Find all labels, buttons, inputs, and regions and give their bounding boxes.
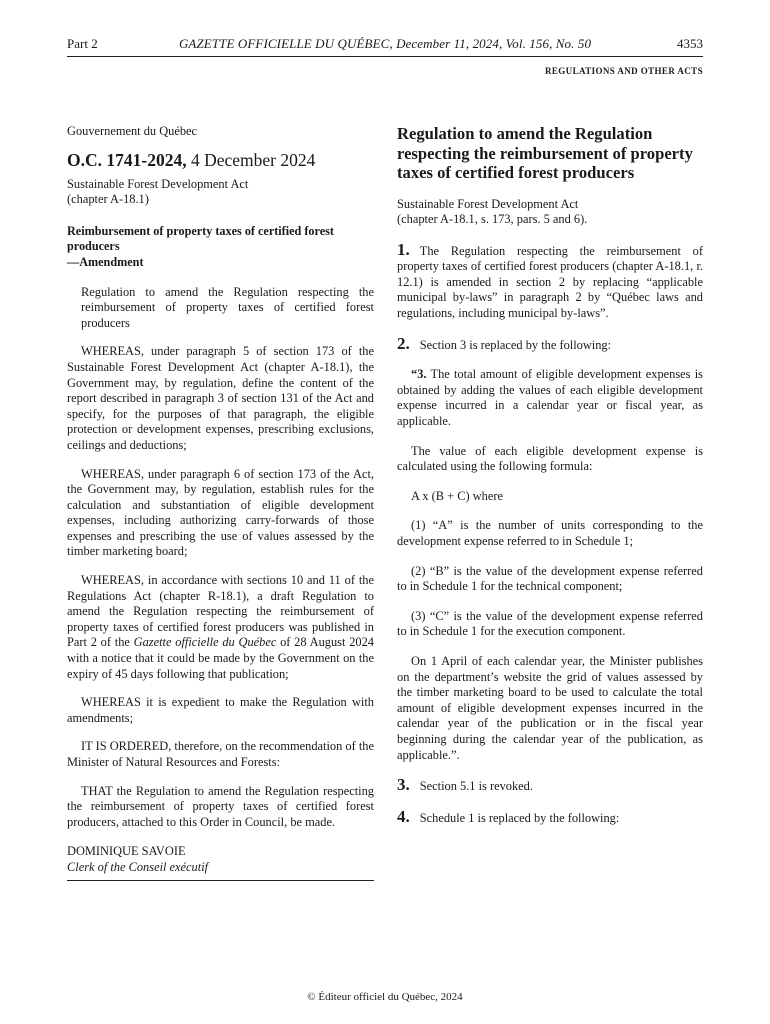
signer-title: Clerk of the Conseil exécutif — [67, 859, 209, 874]
whereas-paragraph-1: WHEREAS, under paragraph 5 of section 173 of the Sustainable Forest Development Act (chapter A-18.1), the Government may, by regulation, define the content of the report described in paragraph 3 of section 131 of the Act and specify, for the purposes of that paragraph, the eligible protection or development expenses, prescribing exclusions, ceilings and deductions; — [67, 344, 374, 452]
oc-date: 4 December 2024 — [186, 149, 316, 170]
section-2-text: Section 3 is replaced by the following: — [419, 337, 612, 352]
regulation-heading: Regulation to amend the Regulation respecting the reimbursement of property taxes of certified forest producers — [397, 124, 693, 182]
gazette-title: GAZETTE OFFICIELLE DU QUÉBEC, December 11, 2024, Vol. 156, No. 50 — [178, 36, 592, 51]
oc-number: O.C. 1741-2024, — [67, 149, 187, 170]
section-label: REGULATIONS AND OTHER ACTS — [544, 66, 703, 76]
value-paragraph: The value of each eligible development expense is calculated using the following formula: — [397, 443, 703, 474]
section-4 — [397, 806, 703, 827]
formula-item-c: (3) “C” is the value of the development expense referred to in Schedule 1 for the execution component. — [397, 608, 703, 639]
act-name: Sustainable Forest Development Act — [67, 176, 249, 191]
publication-paragraph: On 1 April of each calendar year, the Minister publishes on the department’s website the grid of values assessed by the timber marketing board to be used to calculate the total amount of eligible development expenses incurred in the calendar year of the publication or in the fiscal year beginning during the calendar year of the publication, as applicable.”. — [397, 653, 703, 762]
replacement-section-number: “3. — [411, 367, 427, 382]
whereas-3-text-a: WHEREAS, in accordance with sections 10 and 11 of the Regulations Act (chapter R-18.1), a draft Regulation to amend the Regulation respecting the reimbursement of property taxes of certified forest producers was published in Part 2 of the — [67, 573, 374, 650]
replacement-section-text: The total amount of eligible development expenses is obtained by adding the values of each eligible development expense incurred in a calendar year or fiscal year, as applicable. — [397, 367, 703, 429]
enabling-act-reference: (chapter A-18.1, s. 173, pars. 5 and 6). — [397, 212, 588, 227]
replacement-section-3 — [397, 367, 703, 429]
section-4-text: Schedule 1 is replaced by the following: — [419, 810, 620, 825]
subject-line: Reimbursement of property taxes of certified forest producers — [67, 223, 334, 254]
right-column — [397, 124, 703, 826]
formula: A x (B + C) where — [411, 488, 503, 503]
whereas-paragraph-3 — [67, 573, 374, 682]
section-1-text: The Regulation respecting the reimbursement of property taxes of certified forest producers (chapter A-18.1, r. 12.1) is amended in section 2 by replacing “applicable municipal by-laws” in paragraph 2 by “Québec laws and regulations, including municipal by-laws”. — [397, 243, 703, 321]
section-1-number: 1. — [397, 239, 410, 259]
page-number: 4353 — [677, 36, 703, 51]
formula-item-b: (2) “B” is the value of the development expense referred to in Schedule 1 for the technical component; — [397, 563, 703, 594]
whereas-3-text-b: of 28 August 2024 with a notice that it could be made by the Government on the expiry of 45 days following that publication; — [67, 635, 374, 681]
that-paragraph: THAT the Regulation to amend the Regulation respecting the reimbursement of property taxes of certified forest producers, attached to this Order in Council, be made. — [67, 783, 374, 829]
subject-heading — [67, 224, 374, 271]
ordered-paragraph: IT IS ORDERED, therefore, on the recommendation of the Minister of Natural Resources and Forests: — [67, 739, 374, 769]
section-3-text: Section 5.1 is revoked. — [419, 779, 533, 794]
left-column — [67, 124, 374, 881]
whereas-paragraph-2: WHEREAS, under paragraph 6 of section 173 of the Act, the Government may, by regulation, establish rules for the calculation and substantiation of eligible development expenses, including authorizing carry-forwards of those expenses and prescribing the use of values assessed by the timber marketing board; — [67, 466, 374, 559]
page-footer: © Éditeur officiel du Québec, 2024 — [307, 991, 463, 1003]
part-label: Part 2 — [67, 36, 98, 51]
section-3 — [397, 777, 703, 795]
section-2 — [397, 333, 703, 354]
gazette-name: Gazette officielle du Québec — [133, 635, 277, 650]
section-3-number: 3. — [397, 775, 410, 795]
signature-divider — [67, 880, 374, 881]
header-divider — [67, 56, 703, 57]
signer-name: DOMINIQUE SAVOIE — [67, 844, 186, 859]
section-4-number: 4. — [397, 806, 410, 826]
government-name: Gouvernement du Québec — [67, 124, 198, 138]
order-in-council-heading — [67, 150, 374, 171]
regulation-title: Regulation to amend the Regulation respecting the reimbursement of property taxes of certified forest producers — [81, 284, 374, 330]
formula-item-a: (1) “A” is the number of units corresponding to the development expense referred to in Schedule 1; — [397, 518, 703, 548]
subject-amendment: —Amendment — [67, 254, 144, 269]
enabling-act-name: Sustainable Forest Development Act — [397, 196, 579, 211]
whereas-paragraph-4: WHEREAS it is expedient to make the Regulation with amendments; — [67, 695, 374, 725]
act-chapter: (chapter A-18.1) — [67, 192, 149, 207]
section-1 — [397, 239, 703, 322]
section-2-number: 2. — [397, 333, 410, 353]
page-header — [67, 36, 703, 56]
